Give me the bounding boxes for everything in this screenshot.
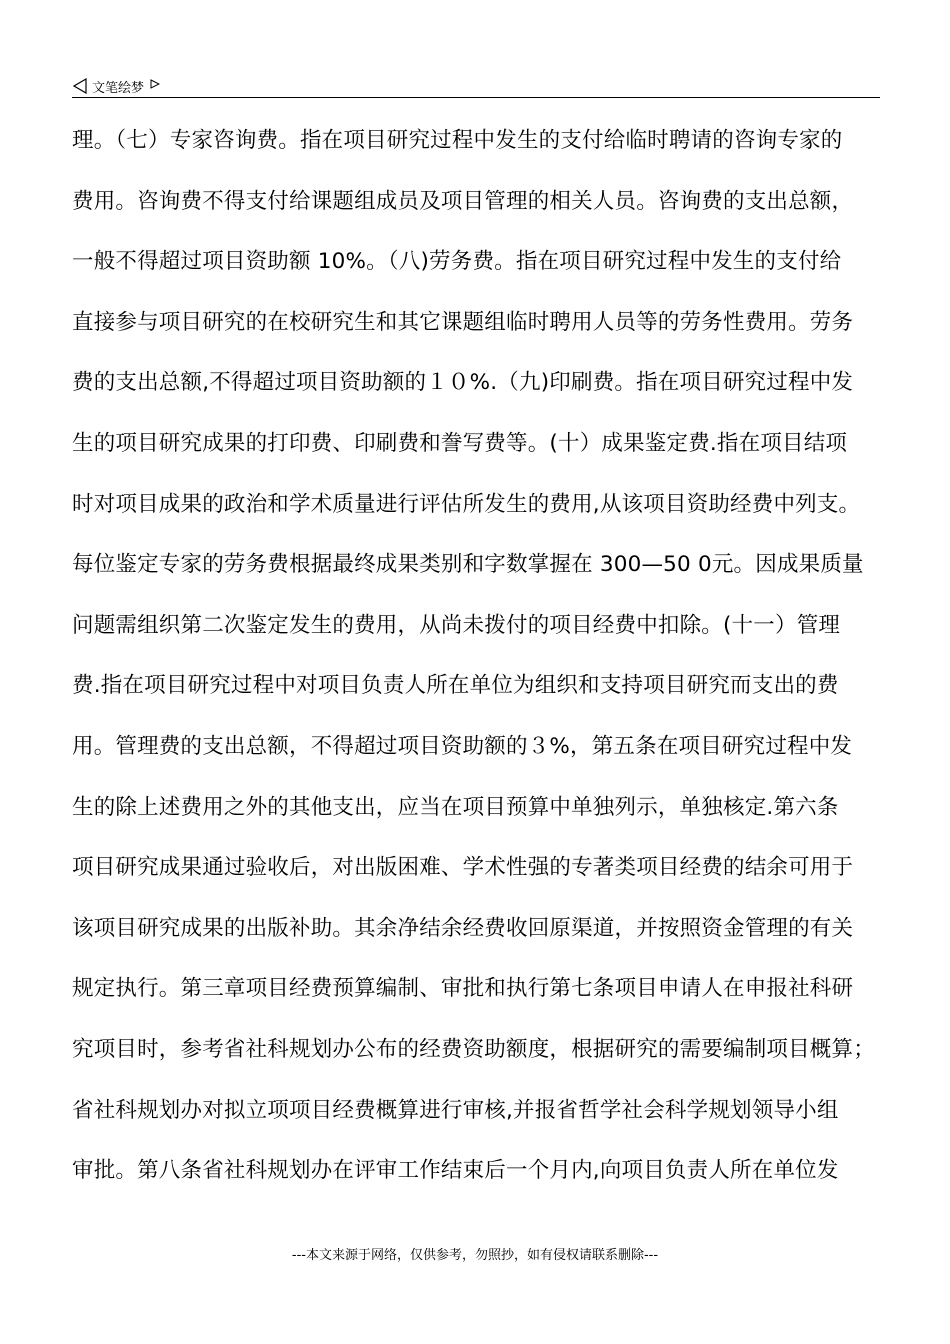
text-line: 省社科规划办对拟立项项目经费概算进行审核,并报省哲学社会科学规划领导小组 bbox=[72, 1097, 839, 1123]
text-line: 该项目研究成果的出版补助。其余净结余经费收回原渠道，并按照资金管理的有关 bbox=[72, 915, 854, 941]
text-line: 费用。咨询费不得支付给课题组成员及项目管理的相关人员。咨询费的支出总额， bbox=[72, 188, 854, 214]
text-line: 时对项目成果的政治和学术质量进行评估所发生的费用,从该项目资助经费中列支。 bbox=[72, 491, 861, 517]
text-line: 究项目时，参考省社科规划办公布的经费资助额度，根据研究的需要编制项目概算； bbox=[72, 1036, 875, 1062]
text-line: 用。管理费的支出总额，不得超过项目资助额的３%，第五条在项目研究过程中发 bbox=[72, 733, 853, 759]
document-body bbox=[72, 116, 884, 1207]
header-title: 文笔绘梦 bbox=[92, 80, 145, 96]
text-line: 一般不得超过项目资助额 10%。（八)劳务费。指在项目研究过程中发生的支付给 bbox=[72, 249, 842, 275]
text-line: 费的支出总额,不得超过项目资助额的１０%.（九)印刷费。指在项目研究过程中发 bbox=[72, 370, 854, 396]
text-line: 规定执行。第三章项目经费预算编制、审批和执行第七条项目申请人在申报社科研 bbox=[72, 976, 854, 1002]
header-divider bbox=[72, 97, 880, 98]
triangle-left-icon bbox=[72, 78, 88, 94]
text-line: 每位鉴定专家的劳务费根据最终成果类别和字数掌握在 300—50 0元。因成果质量 bbox=[72, 552, 864, 578]
text-line: 费.指在项目研究过程中对项目负责人所在单位为组织和支持项目研究而支出的费 bbox=[72, 673, 839, 699]
text-line: 审批。第八条省社科规划办在评审工作结束后一个月内,向项目负责人所在单位发 bbox=[72, 1158, 839, 1184]
text-line: 项目研究成果通过验收后，对出版困难、学术性强的专著类项目经费的结余可用于 bbox=[72, 855, 854, 881]
text-line: 生的除上述费用之外的其他支出，应当在项目预算中单独列示，单独核定.第六条 bbox=[72, 794, 839, 820]
text-line: 问题需组织第二次鉴定发生的费用，从尚未拨付的项目经费中扣除。(十一）管理 bbox=[72, 612, 841, 638]
page-footer: ---本文来源于网络，仅供参考，勿照抄，如有侵权请联系删除--- bbox=[291, 1248, 659, 1263]
text-line: 直接参与项目研究的在校研究生和其它课题组临时聘用人员等的劳务性费用。劳务 bbox=[72, 309, 854, 335]
page-header bbox=[72, 74, 160, 98]
text-line: 理。（七）专家咨询费。指在项目研究过程中发生的支付给临时聘请的咨询专家的 bbox=[72, 128, 843, 153]
text-line: 生的项目研究成果的打印费、印刷费和誊写费等。(十）成果鉴定费.指在项目结项 bbox=[72, 430, 848, 456]
triangle-right-icon bbox=[150, 78, 160, 88]
